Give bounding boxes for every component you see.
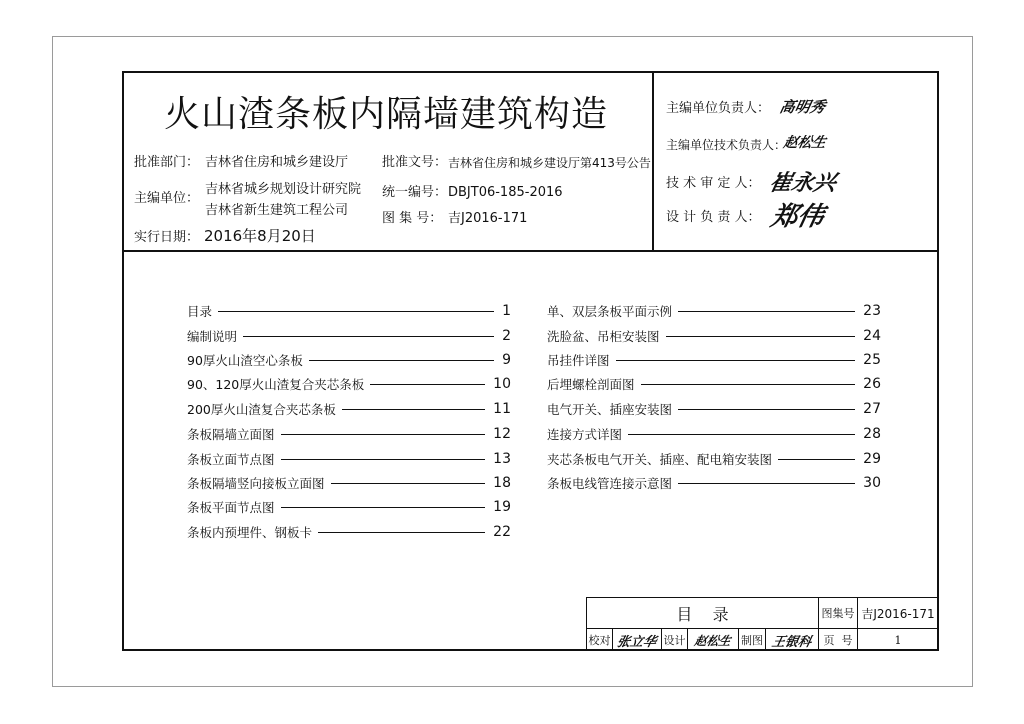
toc-leader-line <box>678 409 855 410</box>
page-number-value: 1 <box>894 633 902 647</box>
checker-signature: 张立华 <box>615 634 658 650</box>
toc-item-page: 2 <box>502 328 511 344</box>
check-label: 校对 <box>588 634 611 647</box>
technical-reviewer-label: 技 术 审 定 人： <box>666 176 761 191</box>
toc-leader-line <box>628 434 855 435</box>
toc-item-left-7 <box>187 450 511 468</box>
toc-leader-line <box>342 409 485 410</box>
toc-item-label: 目录 <box>187 304 213 319</box>
toc-item-label: 连接方式详图 <box>547 427 623 442</box>
toc-item-label: 90厚火山渣空心条板 <box>187 353 303 368</box>
atlas-no-label: 图 集 号： <box>382 211 443 226</box>
toc-item-left-4 <box>187 375 511 393</box>
toc-item-page: 27 <box>863 401 881 417</box>
toc-item-label: 条板隔墙竖向接板立面图 <box>187 476 325 491</box>
toc-item-left-8 <box>187 474 511 492</box>
toc-leader-line <box>678 483 855 484</box>
toc-leader-line <box>218 311 494 312</box>
toc-item-page: 9 <box>502 352 511 368</box>
toc-item-page: 11 <box>493 401 511 417</box>
approval-doc-label: 批准文号： <box>382 155 448 170</box>
toc-item-label: 吊挂件详图 <box>547 353 610 368</box>
design-lead-signature: 郑伟 <box>768 202 827 232</box>
chief-unit-tech-lead-label: 主编单位技术负责人： <box>666 138 787 152</box>
toc-item-label: 条板内预埋件、钢板卡 <box>187 525 313 540</box>
toc-item-right-7 <box>547 450 881 468</box>
toc-item-page: 22 <box>493 524 511 540</box>
effective-date-value: 2016年8月20日 <box>204 227 316 245</box>
header-divider-line <box>652 71 654 252</box>
toc-leader-line <box>666 336 856 337</box>
toc-item-page: 13 <box>493 451 511 467</box>
toc-leader-line <box>281 507 486 508</box>
effective-date-label: 实行日期： <box>134 230 200 245</box>
toc-item-right-3 <box>547 351 881 369</box>
toc-item-right-2 <box>547 327 881 345</box>
drafter-signature: 王银科 <box>770 634 813 650</box>
toc-leader-line <box>331 483 486 484</box>
toc-item-right-5 <box>547 400 881 418</box>
draw-label: 制图 <box>741 634 763 647</box>
header-bottom-line <box>122 250 939 252</box>
toc-item-label: 200厚火山渣复合夹芯条板 <box>187 402 336 417</box>
sheet-title: 目 录 <box>676 604 729 624</box>
toc-leader-line <box>309 360 494 361</box>
unified-no-label: 统一编号： <box>382 185 448 200</box>
chief-unit-lead-label: 主编单位负责人： <box>666 101 771 116</box>
toc-item-right-1 <box>547 302 881 320</box>
toc-item-page: 10 <box>493 376 511 392</box>
toc-item-left-9 <box>187 498 511 516</box>
toc-leader-line <box>641 384 856 385</box>
toc-item-label: 条板隔墙立面图 <box>187 427 275 442</box>
toc-item-right-4 <box>547 375 881 393</box>
approval-doc-value: 吉林省住房和城乡建设厅第413号公告 <box>448 156 651 170</box>
toc-leader-line <box>281 434 486 435</box>
technical-reviewer-signature: 崔永兴 <box>766 170 839 196</box>
design-label: 设计 <box>663 634 686 647</box>
toc-item-page: 29 <box>863 451 881 467</box>
toc-item-page: 28 <box>863 426 881 442</box>
toc-item-page: 30 <box>863 475 881 491</box>
approval-dept-value: 吉林省住房和城乡建设厅 <box>205 155 349 170</box>
toc-leader-line <box>616 360 856 361</box>
editor-unit-2: 吉林省新生建筑工程公司 <box>205 203 349 218</box>
toc-item-page: 24 <box>863 328 881 344</box>
toc-item-page: 25 <box>863 352 881 368</box>
toc-item-label: 条板平面节点图 <box>187 500 275 515</box>
toc-item-page: 23 <box>863 303 881 319</box>
editor-unit-1: 吉林省城乡规划设计研究院 <box>205 182 362 197</box>
toc-item-left-6 <box>187 425 511 443</box>
toc-item-left-5 <box>187 400 511 418</box>
toc-item-label: 编制说明 <box>187 329 238 344</box>
toc-item-page: 1 <box>502 303 511 319</box>
atlas-no-value: 吉J2016-171 <box>448 211 528 226</box>
toc-item-label: 单、双层条板平面示例 <box>547 304 673 319</box>
toc-item-label: 洗脸盆、吊柜安装图 <box>547 329 660 344</box>
editor-unit-label: 主编单位： <box>134 191 200 206</box>
designer-signature: 赵松生 <box>693 633 733 648</box>
approval-dept-label: 批准部门： <box>134 155 200 170</box>
design-lead-label: 设 计 负 责 人： <box>666 210 761 225</box>
toc-item-label: 90、120厚火山渣复合夹芯条板 <box>187 377 365 392</box>
toc-item-left-10 <box>187 523 511 541</box>
page-number-label: 页 号 <box>823 634 853 647</box>
toc-item-right-6 <box>547 425 881 443</box>
toc-leader-line <box>678 311 855 312</box>
toc-item-label: 后埋螺栓剖面图 <box>547 377 635 392</box>
chief-unit-lead-signature: 高明秀 <box>777 98 827 116</box>
toc-leader-line <box>281 459 486 460</box>
chief-unit-tech-lead-signature: 赵松生 <box>782 135 828 151</box>
toc-item-left-3 <box>187 351 511 369</box>
toc-item-page: 12 <box>493 426 511 442</box>
toc-item-page: 19 <box>493 499 511 515</box>
toc-item-label: 条板立面节点图 <box>187 452 275 467</box>
atlas-number-value: 吉J2016-171 <box>861 606 935 621</box>
toc-leader-line <box>778 459 855 460</box>
toc-leader-line <box>243 336 494 337</box>
toc-item-page: 18 <box>493 475 511 491</box>
toc-item-label: 电气开关、插座安装图 <box>547 402 673 417</box>
unified-no-value: DBJT06-185-2016 <box>448 185 563 200</box>
toc-item-label: 夹芯条板电气开关、插座、配电箱安装图 <box>547 452 773 467</box>
atlas-number-label: 图集号 <box>821 607 855 620</box>
atlas-title: 火山渣条板内隔墙建筑构造 <box>164 94 609 135</box>
toc-leader-line <box>318 532 485 533</box>
toc-item-left-2 <box>187 327 511 345</box>
toc-leader-line <box>370 384 485 385</box>
toc-item-page: 26 <box>863 376 881 392</box>
toc-item-label: 条板电线管连接示意图 <box>547 476 673 491</box>
toc-item-left-1 <box>187 302 511 320</box>
toc-item-right-8 <box>547 474 881 492</box>
